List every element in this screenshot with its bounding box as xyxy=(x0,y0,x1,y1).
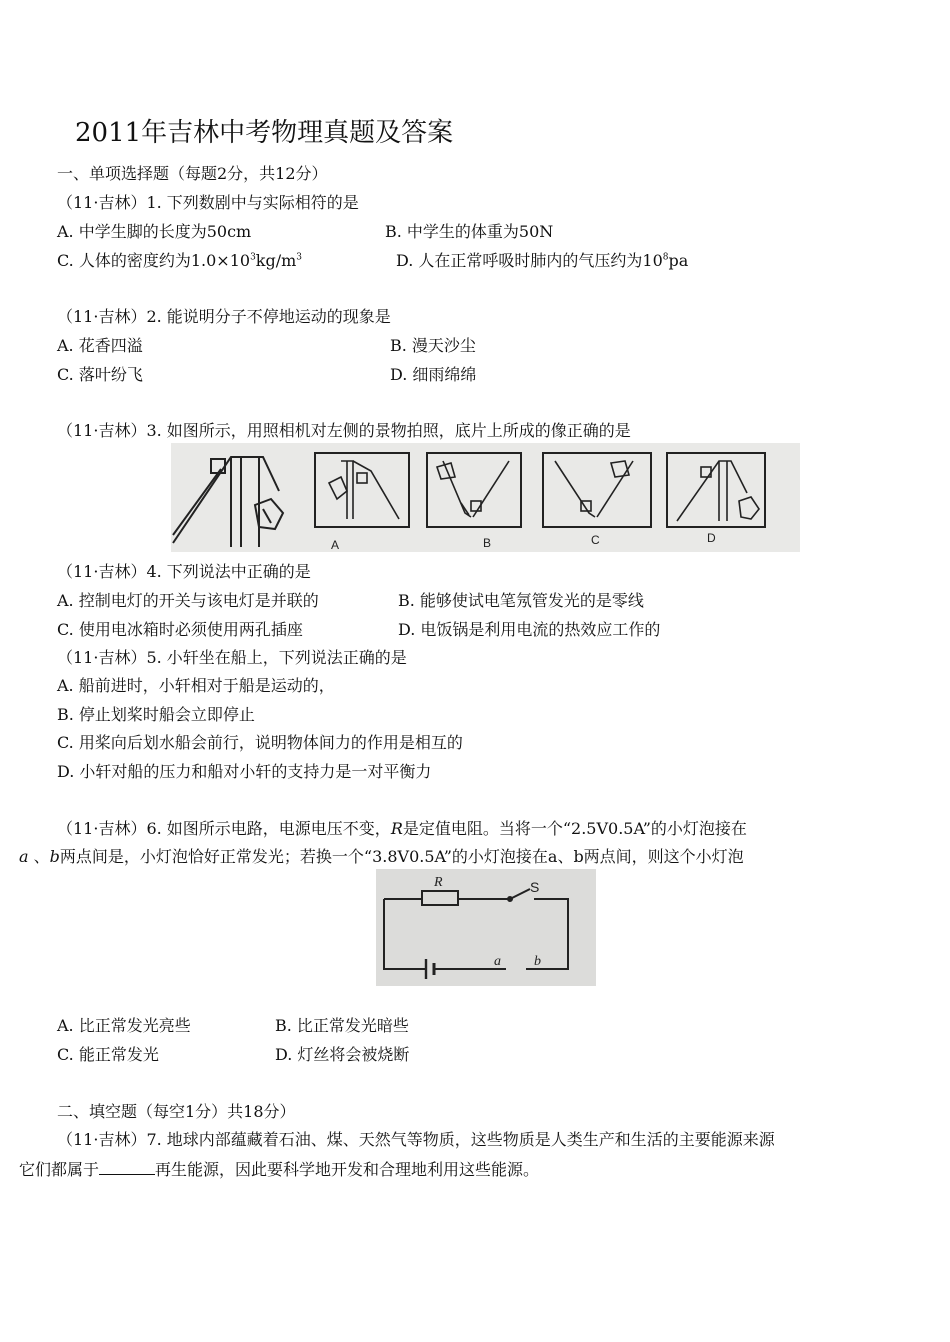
q4-option-a: A. 控制电灯的开关与该电灯是并联的 xyxy=(57,591,319,610)
page-title: 2011年吉林中考物理真题及答案 xyxy=(75,118,454,148)
circuit-label-a: a xyxy=(494,954,501,969)
q1-option-d xyxy=(396,251,688,271)
q3-label-b: B xyxy=(483,536,492,550)
q2-stem: （11·吉林）2. 能说明分子不停地运动的现象是 xyxy=(57,307,391,326)
q6-option-c: C. 能正常发光 xyxy=(57,1045,159,1064)
q1-option-c-exp2: 3 xyxy=(296,252,303,263)
q4-option-c: C. 使用电冰箱时必须使用两孔插座 xyxy=(57,620,303,639)
q6-stem-1a: （11·吉林）6. 如图所示电路，电源电压不变， xyxy=(57,819,391,838)
q2-option-b: B. 漫天沙尘 xyxy=(390,336,476,355)
q6-circuit-figure xyxy=(376,869,596,986)
q3-figure xyxy=(171,443,800,552)
q6-option-d: D. 灯丝将会被烧断 xyxy=(275,1045,410,1064)
q5-option-b: B. 停止划桨时船会立即停止 xyxy=(57,705,255,724)
q4-option-d: D. 电饭锅是利用电流的热效应工作的 xyxy=(398,620,661,639)
q1-option-d-unit: pa xyxy=(668,251,689,270)
q1-option-a: A. 中学生脚的长度为50cm xyxy=(57,222,252,241)
q2-option-a: A. 花香四溢 xyxy=(57,336,143,355)
q6-stem-1b: 是定值电阻。当将一个“2.5V0.5A”的小灯泡接在 xyxy=(402,819,747,838)
q3-stem: （11·吉林）3. 如图所示，用照相机对左侧的景物拍照，底片上所成的像正确的是 xyxy=(57,421,631,440)
q6-stem-sep: 、 xyxy=(28,847,50,866)
q1-option-c-text: C. 人体的密度约为1.0×10 xyxy=(57,251,251,270)
circuit-label-s: S xyxy=(530,879,540,895)
q1-option-c-unit: kg/m xyxy=(255,251,297,270)
q7-line-2b: 再生能源，因此要科学地开发和合理地利用这些能源。 xyxy=(155,1160,540,1179)
q1-option-b: B. 中学生的体重为50N xyxy=(385,222,554,241)
resistor-symbol xyxy=(422,891,458,905)
q4-stem: （11·吉林）4. 下列说法中正确的是 xyxy=(57,562,311,581)
q6-stem-r: R xyxy=(390,819,403,838)
q1-option-c-exp: 3 xyxy=(250,252,256,263)
q7-line-2 xyxy=(19,1159,539,1180)
q2-option-d: D. 细雨绵绵 xyxy=(390,365,477,384)
q1-stem: （11·吉林）1. 下列数剧中与实际相符的是 xyxy=(57,193,359,212)
q6-stem-a: a xyxy=(19,847,29,866)
q5-option-d: D. 小轩对船的压力和船对小轩的支持力是一对平衡力 xyxy=(57,762,432,781)
q6-stem-line-2 xyxy=(19,847,744,867)
q1-option-d-text: D. 人在正常呼吸时肺内的气压约为10 xyxy=(396,251,663,270)
q6-stem-line-1 xyxy=(57,819,747,839)
q6-stem-2: 两点间是，小灯泡恰好正常发光；若换一个“3.8V0.5A”的小灯泡接在a、b两点间，则这个小灯泡 xyxy=(59,847,744,866)
section-1-heading: 一、单项选择题（每题2分，共12分） xyxy=(57,164,328,183)
q1-option-c xyxy=(57,251,302,271)
q5-stem: （11·吉林）5. 小轩坐在船上，下列说法正确的是 xyxy=(57,648,407,667)
q7-line-1: （11·吉林）7. 地球内部蕴藏着石油、煤、天然气等物质，这些物质是人类生产和生活的主要能源来源 xyxy=(57,1130,775,1149)
q7-line-2a: 它们都属于 xyxy=(19,1160,100,1179)
q1-option-d-exp: 8 xyxy=(662,252,669,263)
q3-label-c: C xyxy=(591,533,600,547)
q4-option-b: B. 能够使试电笔氖管发光的是零线 xyxy=(398,591,644,610)
circuit-label-b: b xyxy=(534,954,541,969)
q5-option-c: C. 用桨向后划水船会前行，说明物体间力的作用是相互的 xyxy=(57,733,463,752)
q2-option-c: C. 落叶纷飞 xyxy=(57,365,143,384)
q6-option-a: A. 比正常发光亮些 xyxy=(57,1016,191,1035)
q3-label-a: A xyxy=(331,538,340,552)
q6-option-b: B. 比正常发光暗些 xyxy=(275,1016,409,1035)
section-2-heading: 二、填空题（每空1分）共18分） xyxy=(57,1102,296,1121)
q3-label-d: D xyxy=(707,531,716,545)
q5-option-a: A. 船前进时，小轩相对于船是运动的， xyxy=(57,676,335,695)
q7-answer-blank[interactable] xyxy=(99,1159,155,1175)
circuit-label-r: R xyxy=(434,875,443,890)
q6-stem-b: b xyxy=(49,847,60,866)
